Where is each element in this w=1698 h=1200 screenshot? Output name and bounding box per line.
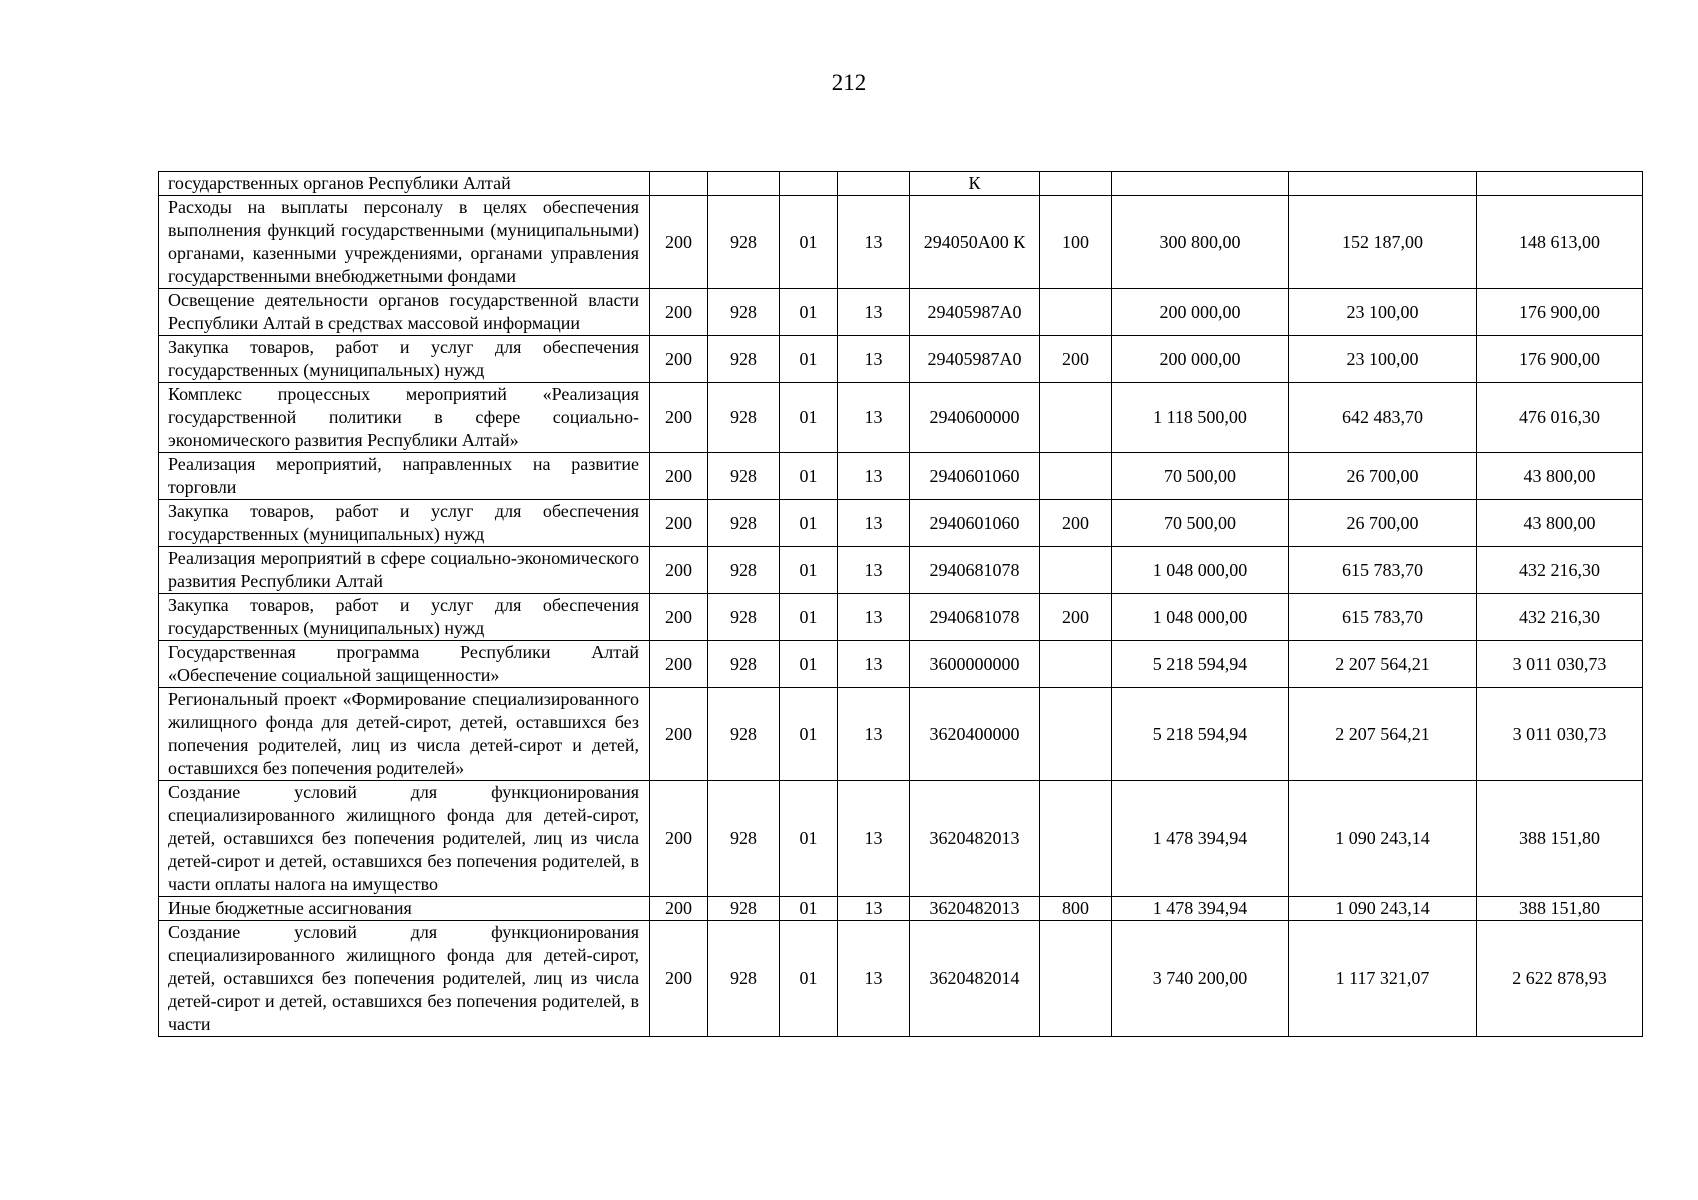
cell-code-4: 13 (838, 897, 910, 921)
table-row (159, 594, 1643, 641)
table-row (159, 897, 1643, 921)
cell-amount-2 (1289, 172, 1477, 196)
cell-code-1: 200 (650, 453, 708, 500)
cell-amount-1: 5 218 594,94 (1112, 641, 1289, 688)
page-number: 212 (831, 70, 867, 95)
cell-code-2: 928 (708, 453, 780, 500)
cell-description: Закупка товаров, работ и услуг для обеспечения государственных (муниципальных) нужд (159, 500, 650, 547)
cell-target-article: 2940681078 (910, 594, 1040, 641)
cell-amount-2: 642 483,70 (1289, 383, 1477, 453)
cell-description: Региональный проект «Формирование специализированного жилищного фонда для детей-сирот, детей, оставшихся без попечения родителей, лиц из числа детей-сирот и детей, оставшихся без попечения родителей» (159, 688, 650, 781)
table-row (159, 196, 1643, 289)
cell-amount-2: 2 207 564,21 (1289, 688, 1477, 781)
cell-amount-1 (1112, 172, 1289, 196)
cell-code-4: 13 (838, 641, 910, 688)
cell-code-2: 928 (708, 289, 780, 336)
cell-amount-1: 1 048 000,00 (1112, 594, 1289, 641)
cell-amount-2: 26 700,00 (1289, 453, 1477, 500)
cell-code-3 (780, 172, 838, 196)
cell-code-2: 928 (708, 921, 780, 1037)
cell-code-2: 928 (708, 594, 780, 641)
cell-amount-1: 70 500,00 (1112, 453, 1289, 500)
cell-target-article: 3620482014 (910, 921, 1040, 1037)
cell-description: Закупка товаров, работ и услуг для обеспечения государственных (муниципальных) нужд (159, 336, 650, 383)
cell-expense-type: 100 (1040, 196, 1112, 289)
cell-code-1: 200 (650, 781, 708, 897)
cell-code-4: 13 (838, 688, 910, 781)
cell-code-2: 928 (708, 500, 780, 547)
cell-expense-type (1040, 781, 1112, 897)
cell-target-article: 2940681078 (910, 547, 1040, 594)
cell-code-3: 01 (780, 500, 838, 547)
cell-code-2: 928 (708, 781, 780, 897)
cell-amount-3: 3 011 030,73 (1477, 641, 1643, 688)
cell-target-article: 2940600000 (910, 383, 1040, 453)
cell-amount-1: 300 800,00 (1112, 196, 1289, 289)
cell-amount-1: 1 118 500,00 (1112, 383, 1289, 453)
cell-expense-type (1040, 547, 1112, 594)
cell-description: государственных органов Республики Алтай (159, 172, 650, 196)
table-body (159, 172, 1643, 1037)
cell-expense-type: 200 (1040, 500, 1112, 547)
cell-code-4: 13 (838, 921, 910, 1037)
cell-amount-3: 43 800,00 (1477, 500, 1643, 547)
cell-code-3: 01 (780, 594, 838, 641)
cell-code-4: 13 (838, 500, 910, 547)
cell-amount-1: 3 740 200,00 (1112, 921, 1289, 1037)
cell-amount-3: 388 151,80 (1477, 781, 1643, 897)
cell-description: Реализация мероприятий в сфере социально-экономического развития Республики Алтай (159, 547, 650, 594)
cell-code-3: 01 (780, 921, 838, 1037)
cell-target-article: 29405987А0 (910, 289, 1040, 336)
cell-amount-3: 148 613,00 (1477, 196, 1643, 289)
cell-code-1: 200 (650, 500, 708, 547)
cell-expense-type (1040, 383, 1112, 453)
cell-target-article: 29405987А0 (910, 336, 1040, 383)
cell-amount-3: 176 900,00 (1477, 336, 1643, 383)
cell-code-1: 200 (650, 594, 708, 641)
cell-amount-3: 432 216,30 (1477, 547, 1643, 594)
cell-code-4: 13 (838, 781, 910, 897)
cell-expense-type: 200 (1040, 594, 1112, 641)
cell-amount-1: 200 000,00 (1112, 289, 1289, 336)
table-row (159, 289, 1643, 336)
cell-description: Создание условий для функционирования специализированного жилищного фонда для детей-сирот, детей, оставшихся без попечения родителей, лиц из числа детей-сирот и детей, оставшихся без попечения родителей, в части оплаты налога на имущество (159, 781, 650, 897)
cell-code-4: 13 (838, 289, 910, 336)
cell-code-2: 928 (708, 196, 780, 289)
cell-code-2: 928 (708, 336, 780, 383)
cell-expense-type (1040, 453, 1112, 500)
cell-code-4: 13 (838, 336, 910, 383)
cell-code-1 (650, 172, 708, 196)
cell-amount-3 (1477, 172, 1643, 196)
cell-expense-type: 200 (1040, 336, 1112, 383)
cell-code-2: 928 (708, 897, 780, 921)
cell-amount-1: 200 000,00 (1112, 336, 1289, 383)
cell-amount-1: 1 048 000,00 (1112, 547, 1289, 594)
cell-code-3: 01 (780, 336, 838, 383)
cell-code-3: 01 (780, 383, 838, 453)
cell-code-1: 200 (650, 336, 708, 383)
cell-amount-3: 43 800,00 (1477, 453, 1643, 500)
cell-amount-1: 1 478 394,94 (1112, 897, 1289, 921)
cell-target-article: 2940601060 (910, 500, 1040, 547)
cell-code-1: 200 (650, 547, 708, 594)
cell-expense-type (1040, 641, 1112, 688)
cell-amount-1: 1 478 394,94 (1112, 781, 1289, 897)
cell-amount-2: 23 100,00 (1289, 336, 1477, 383)
cell-code-1: 200 (650, 921, 708, 1037)
cell-amount-3: 476 016,30 (1477, 383, 1643, 453)
cell-target-article: 3620482013 (910, 897, 1040, 921)
cell-code-2: 928 (708, 688, 780, 781)
table-row (159, 781, 1643, 897)
cell-amount-1: 70 500,00 (1112, 500, 1289, 547)
cell-target-article: 294050А00 К (910, 196, 1040, 289)
cell-target-article: 3620482013 (910, 781, 1040, 897)
cell-code-3: 01 (780, 289, 838, 336)
cell-code-3: 01 (780, 547, 838, 594)
cell-amount-2: 1 090 243,14 (1289, 897, 1477, 921)
cell-expense-type (1040, 172, 1112, 196)
table-row (159, 688, 1643, 781)
cell-code-4: 13 (838, 547, 910, 594)
cell-description: Реализация мероприятий, направленных на развитие торговли (159, 453, 650, 500)
table-row (159, 383, 1643, 453)
cell-code-2: 928 (708, 641, 780, 688)
cell-amount-2: 26 700,00 (1289, 500, 1477, 547)
cell-amount-1: 5 218 594,94 (1112, 688, 1289, 781)
cell-code-1: 200 (650, 289, 708, 336)
cell-amount-3: 388 151,80 (1477, 897, 1643, 921)
table-row (159, 500, 1643, 547)
cell-description: Закупка товаров, работ и услуг для обеспечения государственных (муниципальных) нужд (159, 594, 650, 641)
cell-amount-3: 3 011 030,73 (1477, 688, 1643, 781)
cell-description: Комплекс процессных мероприятий «Реализация государственной политики в сфере социально-экономического развития Республики Алтай» (159, 383, 650, 453)
table-row (159, 172, 1643, 196)
table-row (159, 453, 1643, 500)
cell-code-1: 200 (650, 641, 708, 688)
cell-expense-type (1040, 289, 1112, 336)
cell-code-3: 01 (780, 453, 838, 500)
cell-code-4: 13 (838, 196, 910, 289)
cell-amount-2: 615 783,70 (1289, 594, 1477, 641)
cell-expense-type (1040, 688, 1112, 781)
cell-expense-type (1040, 921, 1112, 1037)
cell-amount-2: 1 090 243,14 (1289, 781, 1477, 897)
table-row (159, 641, 1643, 688)
cell-target-article: 3620400000 (910, 688, 1040, 781)
cell-code-4: 13 (838, 383, 910, 453)
cell-amount-2: 23 100,00 (1289, 289, 1477, 336)
cell-amount-2: 152 187,00 (1289, 196, 1477, 289)
cell-target-article: К (910, 172, 1040, 196)
cell-description: Иные бюджетные ассигнования (159, 897, 650, 921)
cell-code-4 (838, 172, 910, 196)
cell-code-1: 200 (650, 196, 708, 289)
budget-table (158, 171, 1643, 1037)
cell-code-3: 01 (780, 781, 838, 897)
cell-code-3: 01 (780, 196, 838, 289)
cell-code-4: 13 (838, 453, 910, 500)
cell-target-article: 2940601060 (910, 453, 1040, 500)
cell-code-3: 01 (780, 641, 838, 688)
cell-amount-3: 2 622 878,93 (1477, 921, 1643, 1037)
cell-amount-3: 432 216,30 (1477, 594, 1643, 641)
table-row (159, 921, 1643, 1037)
cell-code-1: 200 (650, 897, 708, 921)
cell-description: Освещение деятельности органов государственной власти Республики Алтай в средствах массовой информации (159, 289, 650, 336)
table-row (159, 336, 1643, 383)
table-row (159, 547, 1643, 594)
cell-description: Государственная программа Республики Алтай «Обеспечение социальной защищенности» (159, 641, 650, 688)
cell-amount-3: 176 900,00 (1477, 289, 1643, 336)
cell-amount-2: 2 207 564,21 (1289, 641, 1477, 688)
cell-description: Расходы на выплаты персоналу в целях обеспечения выполнения функций государственными (муниципальными) органами, казенными учреждениями, органами управления государственными внебюджетными фондами (159, 196, 650, 289)
cell-target-article: 3600000000 (910, 641, 1040, 688)
cell-description: Создание условий для функционирования специализированного жилищного фонда для детей-сирот, детей, оставшихся без попечения родителей, лиц из числа детей-сирот и детей, оставшихся без попечения родителей, в части (159, 921, 650, 1037)
cell-code-2 (708, 172, 780, 196)
cell-amount-2: 615 783,70 (1289, 547, 1477, 594)
cell-expense-type: 800 (1040, 897, 1112, 921)
cell-code-2: 928 (708, 383, 780, 453)
cell-code-4: 13 (838, 594, 910, 641)
cell-code-1: 200 (650, 688, 708, 781)
cell-amount-2: 1 117 321,07 (1289, 921, 1477, 1037)
cell-code-1: 200 (650, 383, 708, 453)
cell-code-2: 928 (708, 547, 780, 594)
cell-code-3: 01 (780, 688, 838, 781)
cell-code-3: 01 (780, 897, 838, 921)
